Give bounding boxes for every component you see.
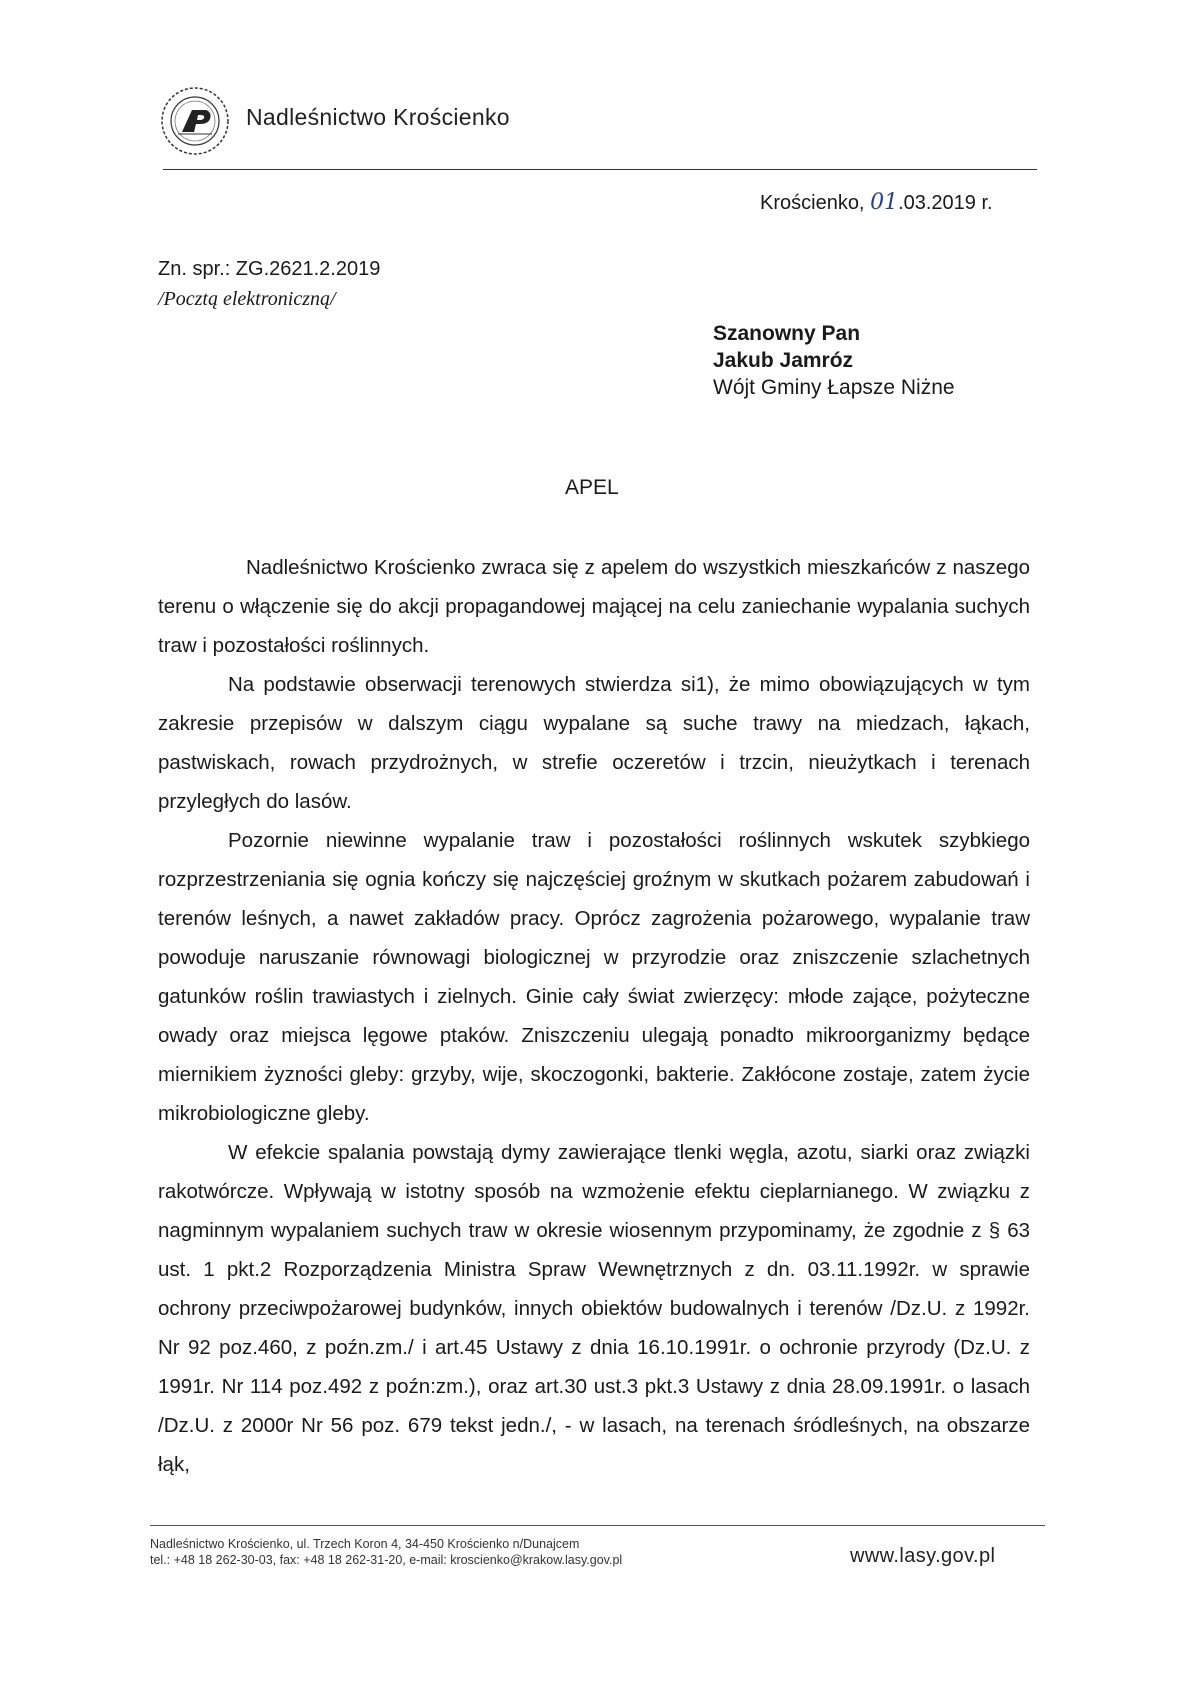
- date-day-handwritten: 01: [870, 190, 899, 215]
- date-month-year: .03.2019 r.: [898, 192, 993, 214]
- footer-divider: [150, 1525, 1045, 1526]
- date-place: Krościenko,: [760, 192, 865, 214]
- body-paragraph: Pozornie niewinne wypalanie traw i pozostałości roślinnych wskutek szybkiego rozprzestrzeniania się ognia kończy się najczęściej groźnym w skutkach pożarem zabudowań i terenów leśnych, a nawet zakładów pracy. Oprócz zagrożenia pożarowego, wypalanie traw powoduje naruszanie równowagi biologicznej w przyrodzie oraz zniszczenie szlachetnych gatunków roślin trawiastych i zielnych. Ginie cały świat zwierzęcy: młode zające, pożyteczne owady oraz miejsca lęgowe ptaków. Zniszczeniu ulegają ponadto mikroorganizmy będące miernikiem żyzności gleby: grzyby, wije, skoczogonki, bakterie. Zakłócone zostaje, zatem życie mikrobiologiczne gleby.: [158, 829, 1030, 1125]
- addressee-salutation: Szanowny Pan: [713, 322, 861, 345]
- addressee-name: Jakub Jamróz: [713, 349, 854, 372]
- footer-website: www.lasy.gov.pl: [850, 1545, 996, 1567]
- letter-title: APEL: [565, 476, 619, 499]
- reference-number: Zn. spr.: ZG.2621.2.2019: [158, 258, 381, 280]
- footer-address: Nadleśnictwo Krościenko, ul. Trzech Koron 4, 34-450 Krościenko n/Dunajcem: [150, 1537, 580, 1551]
- body-paragraph: Nadleśnictwo Krościenko zwraca się z apelem do wszystkich mieszkańców z naszego terenu o włączenie się do akcji propagandowej mającej na celu zaniechanie wypalania suchych traw i pozostałości roślinnych.: [158, 556, 1030, 657]
- delivery-method: /Pocztą elektroniczną/: [158, 288, 336, 310]
- addressee-position: Wójt Gminy Łapsze Niżne: [713, 376, 955, 399]
- body-paragraph: W efekcie spalania powstają dymy zawierające tlenki węgla, azotu, siarki oraz związki rakotwórcze. Wpływają w istotny sposób na wzmożenie efektu cieplarnianego. W związku z nagminnym wypalaniem suchych traw w okresie wiosennym przypominamy, że zgodnie z § 63 ust. 1 pkt.2 Rozporządzenia Ministra Spraw Wewnętrznych z dn. 03.11.1992r. w sprawie ochrony przeciwpożarowej budynków, innych obiektów budowalnych i terenów /Dz.U. z 1992r. Nr 92 poz.460, z poźn.zm./ i art.45 Ustawy z dnia 16.10.1991r. o ochronie przyrody (Dz.U. z 1991r. Nr 114 poz.492 z poźn:zm.), oraz art.30 ust.3 pkt.3 Ustawy z dnia 28.09.1991r. o lasach /Dz.U. z 2000r Nr 56 poz. 679 tekst jedn./, - w lasach, na terenach śródleśnych, na obszarze łąk,: [158, 1141, 1030, 1476]
- footer-phone-email: tel.: +48 18 262-30-03, fax: +48 18 262-31-20, e-mail: kroscienko@krakow.lasy.gov.pl: [150, 1553, 623, 1567]
- header-divider: [163, 169, 1037, 170]
- organization-name: Nadleśnictwo Krościenko: [246, 104, 510, 130]
- letter-body: [158, 548, 1030, 1484]
- body-paragraph: Na podstawie obserwacji terenowych stwierdza si1), że mimo obowiązujących w tym zakresie przepisów w dalszym ciągu wypalane są suche trawy na miedzach, łąkach, pastwiskach, rowach przydrożnych, w strefie oczeretów i trzcin, nieużytkach i terenach przyległych do lasów.: [158, 673, 1030, 813]
- lasy-panstwowe-logo: [158, 84, 232, 158]
- footer-contact: [150, 1536, 622, 1568]
- letter-date: [760, 190, 993, 215]
- addressee-block: [713, 320, 955, 401]
